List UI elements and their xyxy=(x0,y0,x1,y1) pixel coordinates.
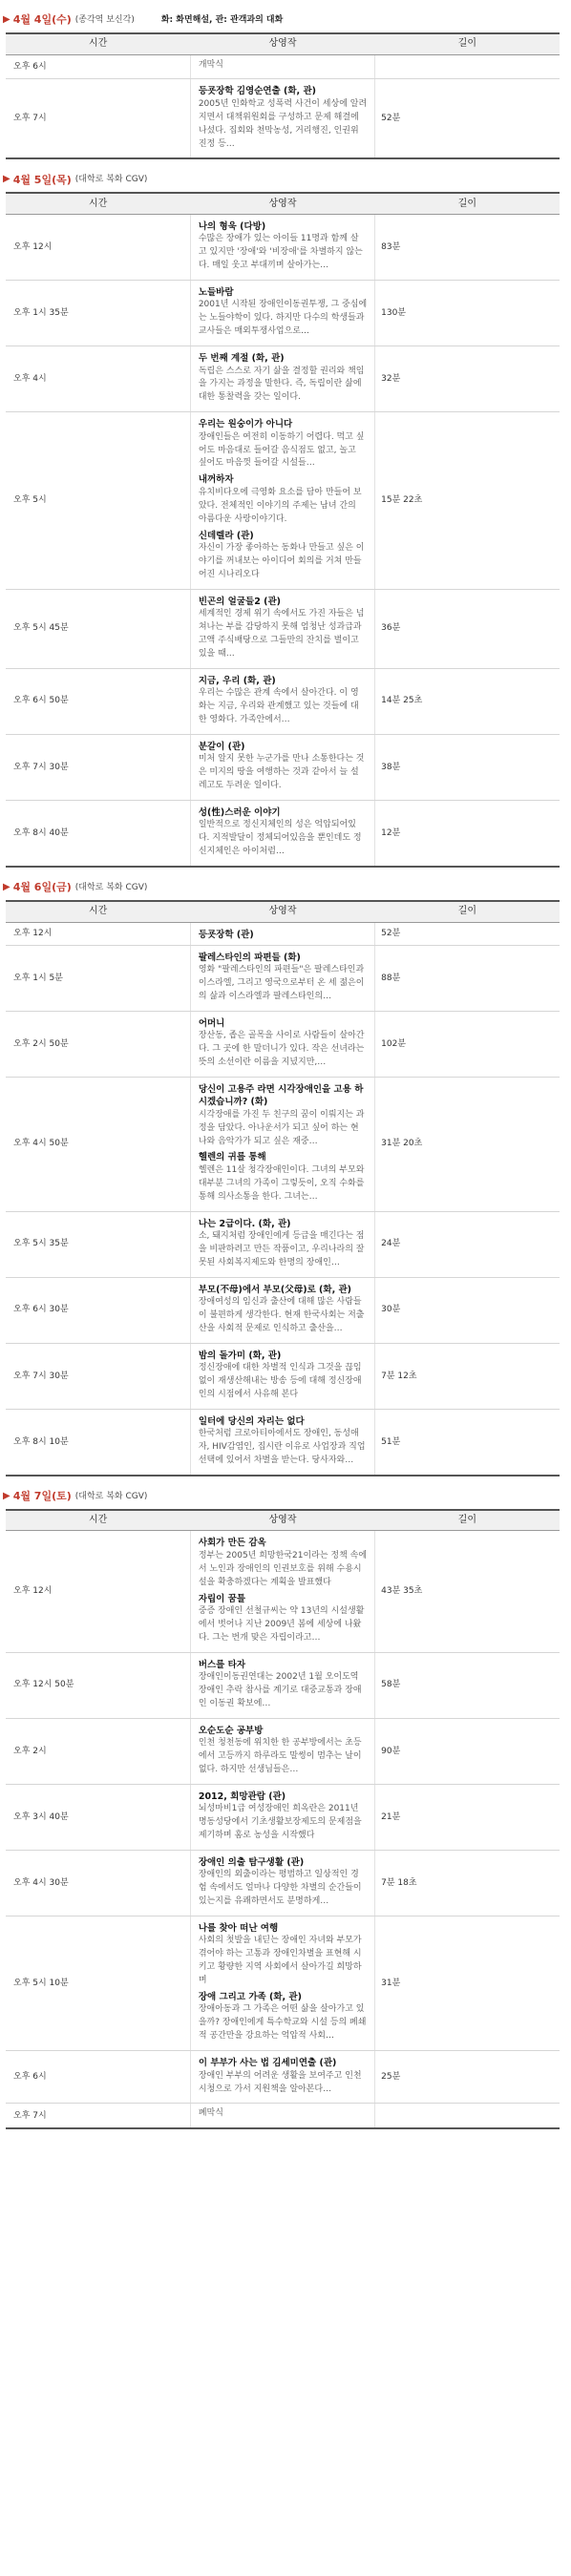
table-row xyxy=(6,1916,560,2051)
screening-time: 오후 5시 10분 xyxy=(6,1916,190,2051)
schedule-table xyxy=(6,900,560,1476)
screening-duration: 7분 18초 xyxy=(375,1851,560,1916)
table-header xyxy=(6,33,560,54)
day-section xyxy=(0,8,571,159)
festival-schedule xyxy=(0,8,571,2148)
film-description: 영화 "팔레스타인의 파편들"은 팔레스타인과 이스라엘, 그리고 영국으로부터 온 세 젊은이의 삶과 이스라엘과 팔레스타인의… xyxy=(198,965,365,1001)
column-header: 길이 xyxy=(375,901,560,922)
table-body xyxy=(6,922,560,1476)
screening-duration: 14분 25초 xyxy=(375,668,560,734)
screening-films xyxy=(190,1718,374,1784)
screening-time: 오후 5시 xyxy=(6,412,190,589)
column-header: 시간 xyxy=(6,1510,190,1531)
film-description: 2001년 시작된 장애인이동권투쟁, 그 중심에는 노들야학이 있다. 하지만 다수의 학생들과 교사들은 매외투쟁사업으로… xyxy=(198,300,368,337)
table-row xyxy=(6,945,560,1011)
screening-films xyxy=(190,1409,374,1476)
table-body xyxy=(6,54,560,158)
film-description: 일반적으로 정신지체인의 성은 억압되어있다. 지적발달이 정체되어있음을 뿐인데도 정신지체인은 아이처럼… xyxy=(198,820,362,857)
table-row xyxy=(6,922,560,945)
film-title[interactable]: 사회가 만든 감옥 xyxy=(198,1538,266,1549)
schedule-table xyxy=(6,32,560,159)
schedule-table xyxy=(6,1509,560,2129)
table-header xyxy=(6,193,560,214)
screening-duration: 52분 xyxy=(375,79,560,159)
film-description: 자신이 가장 좋아하는 동화나 만들고 싶은 이야기를 꺼내보는 아이디어 회의를 거쳐 만들어진 시나리오다 xyxy=(198,542,365,579)
screening-time: 오후 4시 50분 xyxy=(6,1078,190,1212)
film-description: 중증 장애인 선철규씨는 약 13년의 시설생활에서 벗어나 지난 2009년 봄에 세상에 나왔다. 그는 번개 맞은 자립이라고… xyxy=(198,1605,365,1643)
table-row xyxy=(6,1277,560,1343)
table-row xyxy=(6,2051,560,2104)
day-date: 4월 5일(목) xyxy=(12,173,72,186)
column-header: 길이 xyxy=(375,1510,560,1531)
table-row xyxy=(6,1078,560,1212)
screening-duration: 51분 xyxy=(375,1409,560,1476)
film-description: 소, 돼지처럼 장애인에게 등급을 매긴다는 점을 비판하려고 만든 작품이고, 우리나라의 잘못된 사회복지제도와 한명의 장애인… xyxy=(198,1230,365,1267)
film-description: 유치비다오에 극영화 요소를 담아 만들어 보았다. 전체적인 이야기의 주제는 남녀 간의 아름다운 사랑이야기다. xyxy=(198,487,362,524)
screening-duration: 102분 xyxy=(375,1011,560,1077)
film-description: 미처 알지 못한 누군가를 만나 소통한다는 것은 미지의 땅을 여행하는 것과 같아서 늘 설레고도 두려운 일이다. xyxy=(198,754,365,790)
table-row xyxy=(6,1718,560,1784)
triangle-icon: ▶ xyxy=(3,14,11,25)
film-title[interactable]: 나를 찾아 떠난 여행 xyxy=(198,1923,279,1935)
film-description: 폐막식 xyxy=(198,2108,223,2119)
film-title[interactable]: 나는 2급이다. (화, 관) xyxy=(198,1218,291,1229)
film-title[interactable]: 장애 그리고 가족 (화, 관) xyxy=(198,1992,302,2003)
screening-duration: 36분 xyxy=(375,589,560,668)
film-title[interactable]: 자립이 꿈틀 xyxy=(198,1593,246,1604)
film-title[interactable]: 헬렌의 귀를 통해 xyxy=(198,1152,266,1163)
screening-time: 오후 7시 30분 xyxy=(6,1343,190,1409)
film-title[interactable]: 성(性)스러운 이야기 xyxy=(198,806,281,818)
screening-films xyxy=(190,1078,374,1212)
screening-films xyxy=(190,346,374,412)
screening-duration: 24분 xyxy=(375,1211,560,1277)
day-section xyxy=(0,875,571,1476)
screening-films xyxy=(190,214,374,280)
column-header: 상영작 xyxy=(190,1510,374,1531)
film-title[interactable]: 장애인 의출 탐구생활 (관) xyxy=(198,1857,305,1869)
table-row xyxy=(6,1409,560,1476)
header-row xyxy=(6,901,560,922)
screening-duration: 31분 xyxy=(375,1916,560,2051)
screening-time: 오후 12시 xyxy=(6,922,190,945)
screening-films xyxy=(190,922,374,945)
day-header xyxy=(0,8,571,32)
table-row xyxy=(6,1851,560,1916)
schedule-table xyxy=(6,192,560,868)
table-header xyxy=(6,1510,560,1531)
screening-films xyxy=(190,1652,374,1718)
triangle-icon: ▶ xyxy=(3,1490,11,1501)
header-row xyxy=(6,193,560,214)
film-description: 장애아동과 그 가족은 어떤 삶을 살아가고 있을까? 장애인에게 특수학교와 시설 등의 폐쇄적 공간만을 강요하는 억압적 사회… xyxy=(198,2004,367,2042)
screening-time: 오후 5시 45분 xyxy=(6,589,190,668)
screening-time: 오후 2시 xyxy=(6,1718,190,1784)
day-section xyxy=(0,1484,571,2129)
film-title[interactable]: 오순도순 공부방 xyxy=(198,1725,264,1736)
day-header xyxy=(0,167,571,192)
table-row xyxy=(6,668,560,734)
film-description: 장애인 부부의 어려운 생활을 보여주고 인천시청으로 가서 지원책을 알아본다… xyxy=(198,2070,362,2094)
column-header: 길이 xyxy=(375,33,560,54)
table-header xyxy=(6,901,560,922)
table-body xyxy=(6,1531,560,2128)
screening-films xyxy=(190,2051,374,2104)
screening-duration: 25분 xyxy=(375,2051,560,2104)
screening-time: 오후 8시 40분 xyxy=(6,800,190,867)
film-description: 우리는 수많은 관계 속에서 살아간다. 이 영화는 지금, 우리와 관계했고 있는 것들에 대한 영화다. 가족안에서… xyxy=(198,687,359,724)
film-description: 독립은 스스로 자기 삶을 결정할 권리와 책임을 가지는 과정을 말한다. 즉, 독립이란 삶에 대한 통찰력을 갖는 일이다. xyxy=(198,366,365,403)
screening-films xyxy=(190,1916,374,2051)
film-title[interactable]: 신데렐라 (관) xyxy=(198,530,254,541)
day-section xyxy=(0,167,571,868)
table-row xyxy=(6,1211,560,1277)
film-description: 헬렌은 11살 청각장애인이다. 그녀의 부모와 대부분 그녀의 가족이 그렇듯이, 오직 수화를 통해 의사소통을 한다. 그녀는… xyxy=(198,1164,365,1202)
film-title[interactable]: 팔레스타인의 파편들 (화) xyxy=(198,952,301,963)
column-header: 상영작 xyxy=(190,33,374,54)
screening-time: 오후 7시 xyxy=(6,2104,190,2128)
day-header xyxy=(0,1484,571,1509)
film-title[interactable]: 우리는 원숭이가 아니다 xyxy=(198,419,293,430)
screening-duration: 31분 20초 xyxy=(375,1078,560,1212)
column-header: 시간 xyxy=(6,33,190,54)
screening-duration: 83분 xyxy=(375,214,560,280)
screening-time: 오후 6시 30분 xyxy=(6,1277,190,1343)
screening-time: 오후 12시 xyxy=(6,1531,190,1652)
screening-films xyxy=(190,1211,374,1277)
table-row xyxy=(6,214,560,280)
screening-films xyxy=(190,1343,374,1409)
screening-films xyxy=(190,2104,374,2128)
film-title[interactable]: 분갈이 (관) xyxy=(198,741,245,752)
screening-time: 오후 4시 xyxy=(6,346,190,412)
screening-duration: 52분 xyxy=(375,922,560,945)
film-title[interactable]: 버스를 타자 xyxy=(198,1659,246,1670)
film-title[interactable]: 두 번째 계절 (화, 관) xyxy=(198,353,285,365)
screening-time: 오후 8시 10분 xyxy=(6,1409,190,1476)
screening-duration: 7분 12초 xyxy=(375,1343,560,1409)
screening-time: 오후 4시 30분 xyxy=(6,1851,190,1916)
table-row xyxy=(6,54,560,79)
screening-duration: 43분 35초 xyxy=(375,1531,560,1652)
screening-time: 오후 2시 50분 xyxy=(6,1011,190,1077)
screening-films xyxy=(190,1531,374,1652)
triangle-icon: ▶ xyxy=(3,882,11,893)
day-legend: 화: 화면해설, 관: 관객과의 대화 xyxy=(160,14,284,25)
table-row xyxy=(6,281,560,346)
day-venue: (대학로 복화 CGV) xyxy=(74,1491,148,1501)
film-description: 시각장애를 가진 두 친구의 꿈이 이뤄지는 과정을 담았다. 아나운서가 되고 싶어 하는 현나와 음악가가 되고 싶은 재중… xyxy=(198,1109,365,1146)
screening-time: 오후 5시 35분 xyxy=(6,1211,190,1277)
table-row xyxy=(6,1343,560,1409)
column-header: 상영작 xyxy=(190,901,374,922)
screening-duration: 15분 22초 xyxy=(375,412,560,589)
film-title[interactable]: 밤의 돌가미 (화, 관) xyxy=(198,1350,282,1361)
film-description: 장애여성의 임신과 출산에 대해 많은 사람들이 불편하게 생각한다. 현재 한국사회는 저출산을 사회적 문제로 인식하고 출산을… xyxy=(198,1296,365,1333)
screening-duration: 21분 xyxy=(375,1784,560,1850)
table-row xyxy=(6,79,560,159)
film-description: 세계적인 경제 위기 속에서도 가진 자들은 넘쳐나는 부를 감당하지 못해 엄청난 성과급과 고액 주식배당으로 그들만의 잔치를 벌이고 있을 때… xyxy=(198,608,365,659)
film-description: 정부는 2005년 희망한국21이라는 정책 속에서 노인과 장애인의 인권보호를 위해 수용시설을 확충하겠다는 계획을 발표했다 xyxy=(198,1550,368,1587)
day-venue: (대학로 복화 CGV) xyxy=(74,175,148,185)
screening-time: 오후 12시 50분 xyxy=(6,1652,190,1718)
triangle-icon: ▶ xyxy=(3,174,11,185)
film-title[interactable]: 등굣장학 김영순연출 (화, 관) xyxy=(198,86,316,97)
table-row xyxy=(6,346,560,412)
header-row xyxy=(6,1510,560,1531)
screening-duration: 58분 xyxy=(375,1652,560,1718)
film-description: 인천 청천동에 위치한 한 공부방에서는 초등에서 고등까지 하루라도 말썽이 멈추는 날이 없다. 하지만 선생님들은… xyxy=(198,1738,362,1774)
column-header: 시간 xyxy=(6,901,190,922)
table-row xyxy=(6,1531,560,1652)
day-header xyxy=(0,875,571,900)
film-title[interactable]: 내꺼하자 xyxy=(198,474,234,486)
film-title[interactable]: 나의 형욱 (다방) xyxy=(198,220,266,232)
screening-duration: 90분 xyxy=(375,1718,560,1784)
film-description: 뇌성마비1급 여성장애인 희옥란은 2011년 명동성당에서 기초생활보장제도의 문제점을 제기하며 홈로 농성을 시작했다 xyxy=(198,1804,362,1841)
film-title[interactable]: 노들바람 xyxy=(198,287,234,299)
film-title[interactable]: 일터에 당신의 자리는 없다 xyxy=(198,1415,305,1427)
screening-films xyxy=(190,589,374,668)
table-row xyxy=(6,589,560,668)
table-body xyxy=(6,214,560,867)
film-description: 개막식 xyxy=(198,59,223,70)
film-title[interactable]: 부모(不母)에서 부모(父母)로 (화, 관) xyxy=(198,1284,352,1295)
screening-films xyxy=(190,945,374,1011)
screening-time: 오후 7시 xyxy=(6,79,190,159)
screening-time: 오후 6시 xyxy=(6,2051,190,2104)
table-row xyxy=(6,1652,560,1718)
table-row xyxy=(6,800,560,867)
screening-duration: 88분 xyxy=(375,945,560,1011)
film-description: 장애인의 외출이라는 평범하고 일상적인 경험 속에서도 얼마나 다양한 차별의 순간들이 있는지를 유쾌하면서도 분명하게… xyxy=(198,1870,362,1907)
film-description: 사회의 첫발을 내딛는 장애인 자녀와 부모가 겪어야 하는 고통과 장애인차별을 표현해 시키고 황량한 지역 사회에서 살아가길 희망하며 xyxy=(198,1936,362,1986)
day-date: 4월 4일(수) xyxy=(12,13,72,27)
screening-films xyxy=(190,668,374,734)
screening-duration: 32분 xyxy=(375,346,560,412)
day-date: 4월 6일(금) xyxy=(12,881,72,894)
screening-duration: 30분 xyxy=(375,1277,560,1343)
film-description: 정신장애에 대한 차별적 인식과 그것을 끊임없이 재생산해내는 방송 등에 대해 정신장애인의 시점에서 사유해 본다 xyxy=(198,1363,362,1399)
table-row xyxy=(6,1011,560,1077)
screening-time: 오후 6시 50분 xyxy=(6,668,190,734)
film-title[interactable]: 이 부부가 사는 법 김세미연출 (관) xyxy=(198,2058,337,2069)
screening-films xyxy=(190,800,374,867)
film-title[interactable]: 어머니 xyxy=(198,1017,225,1029)
table-row xyxy=(6,734,560,800)
column-header: 상영작 xyxy=(190,193,374,214)
screening-films xyxy=(190,734,374,800)
screening-duration: 38분 xyxy=(375,734,560,800)
screening-duration: 12분 xyxy=(375,800,560,867)
column-header: 길이 xyxy=(375,193,560,214)
screening-time: 오후 1시 35분 xyxy=(6,281,190,346)
table-row xyxy=(6,412,560,589)
screening-time: 오후 12시 xyxy=(6,214,190,280)
screening-films xyxy=(190,54,374,79)
film-title[interactable]: 2012, 희망관람 (관) xyxy=(198,1791,286,1802)
film-title[interactable]: 지금, 우리 (화, 관) xyxy=(198,675,276,686)
film-description: 2005년 인화학교 성폭력 사건이 세상에 알려지면서 대책위원회를 구성하고 문제 해결에 나섰다. 집회와 천막농성, 거리행진, 인권위 진정 등… xyxy=(198,98,368,149)
screening-time: 오후 7시 30분 xyxy=(6,734,190,800)
film-title[interactable]: 빈곤의 얼굴들2 (관) xyxy=(198,596,281,607)
film-description: 장애인들은 여전히 이동하기 어렵다. 먹고 싶어도 마음대로 들어갈 음식점도 없고, 놀고 싶어도 마음껏 들어갈 시설들… xyxy=(198,431,365,469)
screening-films xyxy=(190,1784,374,1850)
film-title[interactable]: 등굣장학 (관) xyxy=(198,929,254,940)
film-description: 장산동, 좁은 골목을 사이로 사람들이 살아간다. 그 곳에 한 말더니가 있다. 작은 선녀라는 뜻의 소선이란 이름을 지녔지만,… xyxy=(198,1031,365,1068)
day-venue: (종각역 보신각) xyxy=(74,14,135,25)
day-venue: (대학로 복화 CGV) xyxy=(74,882,148,892)
film-description: 수많은 장애가 있는 아이들 11명과 함께 살고 있지만 '장애'와 '비장애'를 차별하지 않는다. 매일 웃고 부대끼며 살아가는… xyxy=(198,234,363,271)
screening-time: 오후 1시 5분 xyxy=(6,945,190,1011)
screening-films xyxy=(190,412,374,589)
screening-time: 오후 6시 xyxy=(6,54,190,79)
film-title[interactable]: 당신이 고용주 라면 시각장애인을 고용 하시겠습니까? (화) xyxy=(198,1084,364,1108)
film-description: 장애인이동권연대는 2002년 1월 오이도역 장애인 추락 참사를 계기로 대중교통과 장애인 이동권 확보에… xyxy=(198,1672,362,1708)
screening-duration xyxy=(375,54,560,79)
column-header: 시간 xyxy=(6,193,190,214)
table-row xyxy=(6,2104,560,2128)
header-row xyxy=(6,33,560,54)
screening-films xyxy=(190,281,374,346)
screening-films xyxy=(190,1851,374,1916)
screening-time: 오후 3시 40분 xyxy=(6,1784,190,1850)
screening-films xyxy=(190,1011,374,1077)
table-row xyxy=(6,1784,560,1850)
day-date: 4월 7일(토) xyxy=(12,1490,72,1503)
screening-duration: 130분 xyxy=(375,281,560,346)
screening-films xyxy=(190,79,374,159)
screening-films xyxy=(190,1277,374,1343)
screening-duration xyxy=(375,2104,560,2128)
film-description: 한국처럼 크로아티아에서도 장애인, 동성애자, HIV감염인, 집시란 이유로 사업장과 직업 선택에 있어서 차별을 받는다. 당사자와… xyxy=(198,1429,366,1466)
